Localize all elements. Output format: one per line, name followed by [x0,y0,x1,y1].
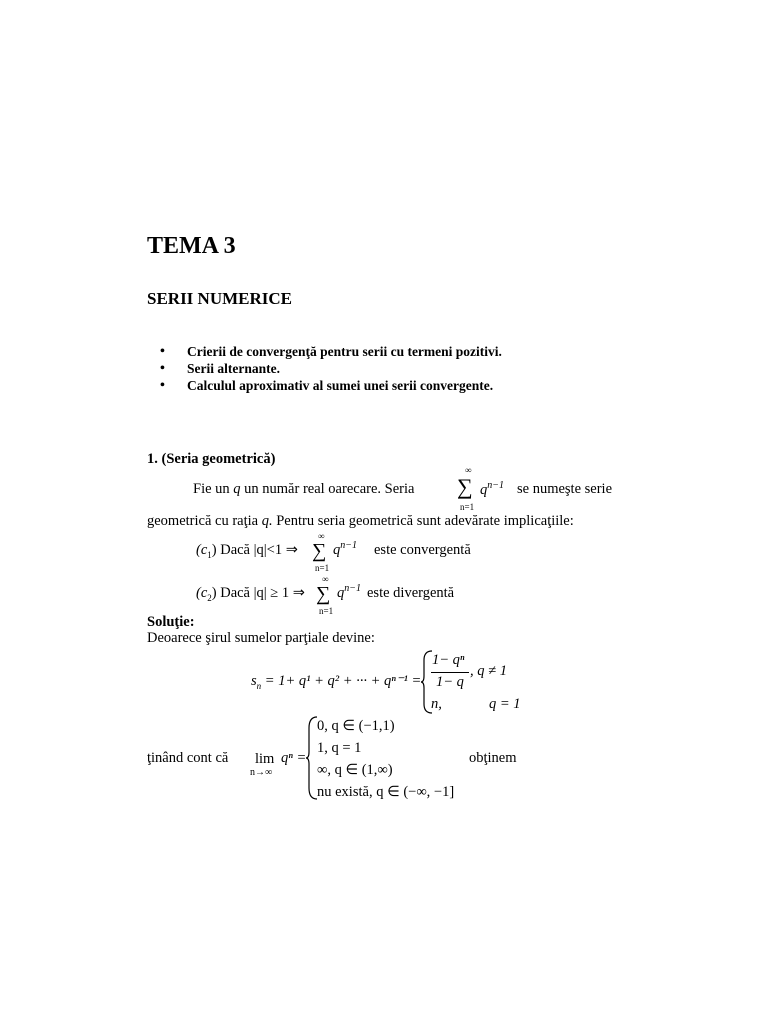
c2-label: (c [196,585,208,601]
intro-text-b: un număr real oarecare. Seria [244,481,415,497]
line2-text-a: geometrică cu raţia [147,513,259,529]
topic-list [160,343,502,394]
intro-text-c: se numeşte serie [517,481,613,497]
sn-formula [251,673,421,691]
list-item: • Serii alternante. [160,360,502,377]
line2-text-b: Pentru seria geometrică sunt adevărate implicaţiile: [276,513,574,529]
sn-rhs: = 1+ q¹ + q² + ··· + qⁿ⁻¹ = [264,673,422,689]
c1-label: (c [196,542,208,558]
sum-term [480,480,504,499]
lim-case1: 0, q ∈ (−1,1) [317,718,395,734]
c2-exponent: n−1 [344,583,361,594]
sum-variable: q [480,481,488,498]
c1-text-b: este convergentă [374,542,471,558]
c2-sigma: ∑ [316,583,331,605]
sum-upper-limit: ∞ [465,465,472,475]
sigma-symbol: ∑ [457,474,473,499]
case2-value: n, [431,696,442,712]
sum-lower-limit: n=1 [460,502,475,512]
c2-sub: 2 [207,592,212,603]
c1-sum-upper: ∞ [318,531,325,541]
lim-case4: nu există, q ∈ (−∞, −1] [317,784,455,800]
lim-case3: ∞, q ∈ (1,∞) [317,762,393,778]
c1-variable: q [333,541,341,558]
intro-q: q [233,481,241,497]
tinand-text: ţinând cont că [147,750,229,766]
c1-exponent: n−1 [340,540,357,551]
c2-variable: q [337,584,345,601]
c2-sum-lower: n=1 [319,606,334,616]
line-2 [147,513,574,530]
lim-label: lim [255,751,275,767]
condition-c1 [196,542,298,560]
lim-expression: qⁿ = [281,750,307,766]
c2-term [337,583,361,602]
c1-sub: 1 [207,549,212,560]
lim-case2: 1, q = 1 [317,740,362,756]
obtinem-text: obţinem [469,750,517,766]
list-item: • Crierii de convergenţă pentru serii cu termeni pozitivi. [160,343,502,360]
sum-exponent: n−1 [487,480,504,491]
intro-line [193,481,414,498]
case1-condition: , q ≠ 1 [470,663,507,679]
solution-line1: Deoarece şirul sumelor parţiale devine: [147,630,375,646]
case1-denominator: 1− q [436,674,464,690]
line2-q: q. [261,513,273,529]
list-item: • Calculul aproximativ al sumei unei serii convergente. [160,377,502,394]
c1-sum-lower: n=1 [315,563,330,573]
c1-text-a: ) Dacă |q|<1 ⇒ [211,542,298,558]
sn-symbol: s [251,673,257,689]
condition-c2 [196,585,305,603]
c2-text-b: este divergentă [367,585,455,601]
section-heading: 1. (Seria geometrică) [147,451,276,467]
intro-text-a: Fie un [193,481,230,497]
sn-sub: n [256,680,262,691]
case2-condition: q = 1 [489,696,521,712]
section-subtitle: SERII NUMERICE [147,289,292,308]
lim-subscript: n→∞ [250,767,273,778]
page-title: TEMA 3 [147,233,236,259]
case1-numerator: 1− qⁿ [432,652,465,668]
c2-sum-upper: ∞ [322,574,329,584]
c1-sigma: ∑ [312,540,327,562]
fraction-bar [431,672,469,673]
c2-text-a: ) Dacă |q| ≥ 1 ⇒ [211,585,305,601]
c1-term [333,540,357,559]
solution-label: Soluţie: [147,614,195,630]
